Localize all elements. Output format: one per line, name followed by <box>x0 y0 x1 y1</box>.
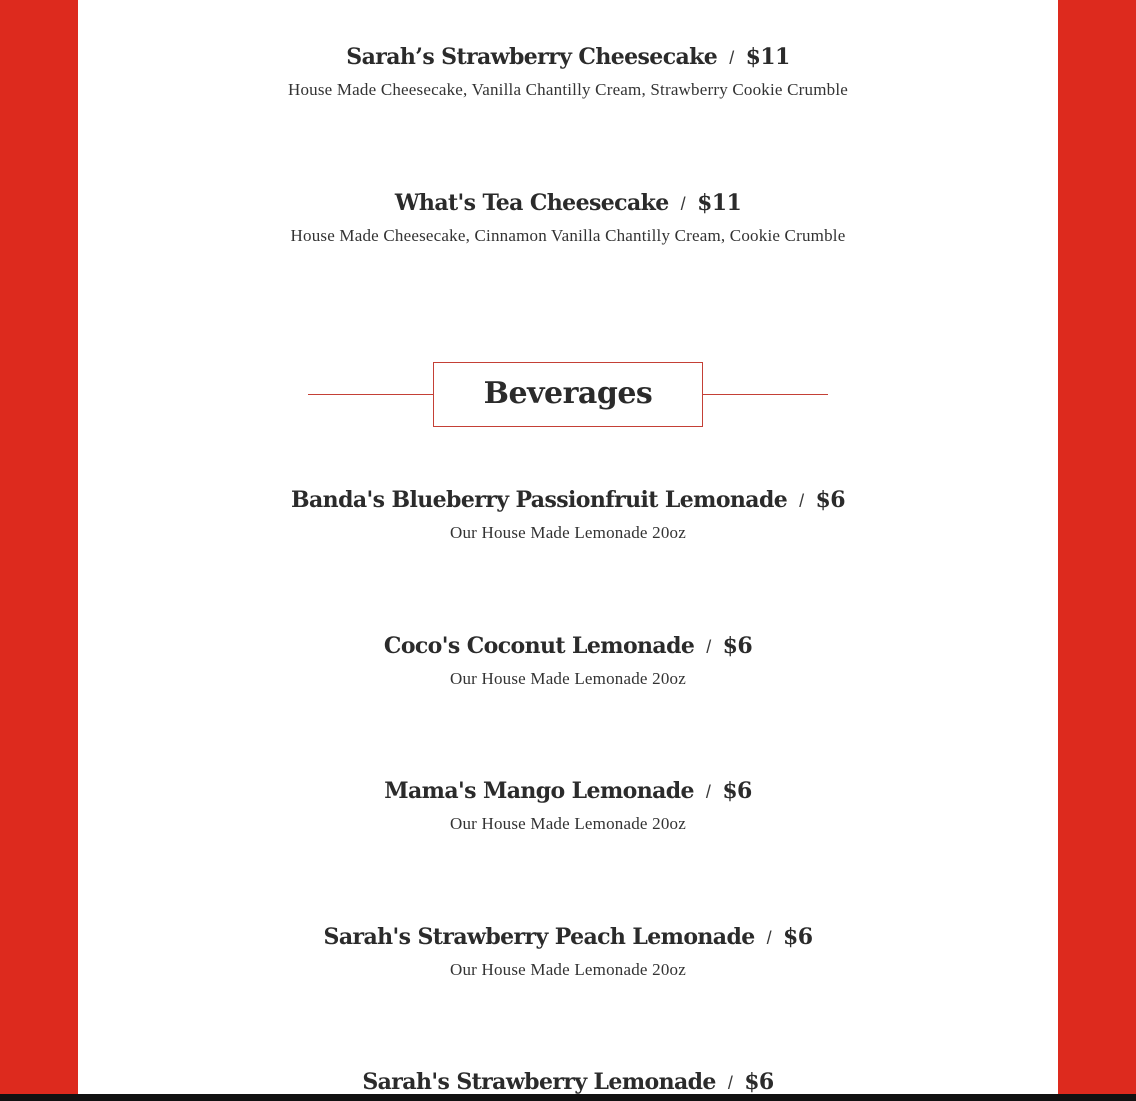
menu-item-title <box>78 40 1058 74</box>
menu-item-name: Banda's Blueberry Passionfruit Lemonade <box>291 487 788 513</box>
menu-item-price: $6 <box>722 633 753 659</box>
divider-line-left <box>308 394 433 395</box>
menu-item-name: Coco's Coconut Lemonade <box>383 633 695 659</box>
menu-item-bandas-blueberry-passionfruit-lemonade <box>78 483 1058 544</box>
menu-item-price: $6 <box>744 1069 774 1094</box>
menu-item-description: Our House Made Lemonade 20oz <box>450 523 686 542</box>
divider-line-right <box>703 394 828 395</box>
menu-item-name: What's Tea Cheesecake <box>394 190 669 216</box>
menu-item-sarahs-strawberry-peach-lemonade <box>78 920 1058 981</box>
menu-item-cocos-coconut-lemonade <box>78 629 1058 690</box>
menu-item-sarahs-strawberry-lemonade <box>78 1065 1058 1094</box>
window-bottom-edge <box>0 1094 1136 1101</box>
menu-item-name: Sarah’s Strawberry Cheesecake <box>346 44 718 70</box>
menu-item-price: $6 <box>783 924 813 950</box>
price-separator: / <box>799 491 804 511</box>
menu-item-name: Mama's Mango Lemonade <box>384 778 694 804</box>
price-separator: / <box>729 48 734 68</box>
menu-item-title <box>78 920 1058 954</box>
price-separator: / <box>680 194 686 214</box>
menu-item-price: $6 <box>815 487 845 513</box>
price-separator: / <box>705 782 711 802</box>
price-separator: / <box>706 637 711 657</box>
menu-item-title <box>78 483 1058 517</box>
menu-item-price: $11 <box>745 44 790 70</box>
section-title: Beverages <box>433 362 703 427</box>
menu-item-description: Our House Made Lemonade 20oz <box>450 960 686 979</box>
menu-item-title <box>78 629 1058 663</box>
menu-page <box>78 0 1058 1094</box>
beverages-section-header <box>308 362 828 427</box>
menu-item-whats-tea-cheesecake <box>78 186 1058 247</box>
menu-item-description: Our House Made Lemonade 20oz <box>450 814 686 833</box>
menu-item-title <box>78 1065 1058 1094</box>
menu-item-name: Sarah's Strawberry Peach Lemonade <box>323 924 755 950</box>
menu-item-title <box>78 186 1058 220</box>
menu-item-mamas-mango-lemonade <box>78 774 1058 835</box>
price-separator: / <box>766 928 772 948</box>
menu-item-price: $11 <box>697 190 742 216</box>
price-separator: / <box>727 1073 733 1093</box>
menu-item-name: Sarah's Strawberry Lemonade <box>362 1069 716 1094</box>
menu-item-description: House Made Cheesecake, Cinnamon Vanilla Chantilly Cream, Cookie Crumble <box>290 226 846 245</box>
menu-item-title <box>78 774 1058 808</box>
menu-item-sarahs-strawberry-cheesecake <box>78 40 1058 101</box>
menu-item-description: Our House Made Lemonade 20oz <box>450 669 686 688</box>
menu-item-description: House Made Cheesecake, Vanilla Chantilly Cream, Strawberry Cookie Crumble <box>287 80 849 99</box>
menu-item-price: $6 <box>722 778 752 804</box>
